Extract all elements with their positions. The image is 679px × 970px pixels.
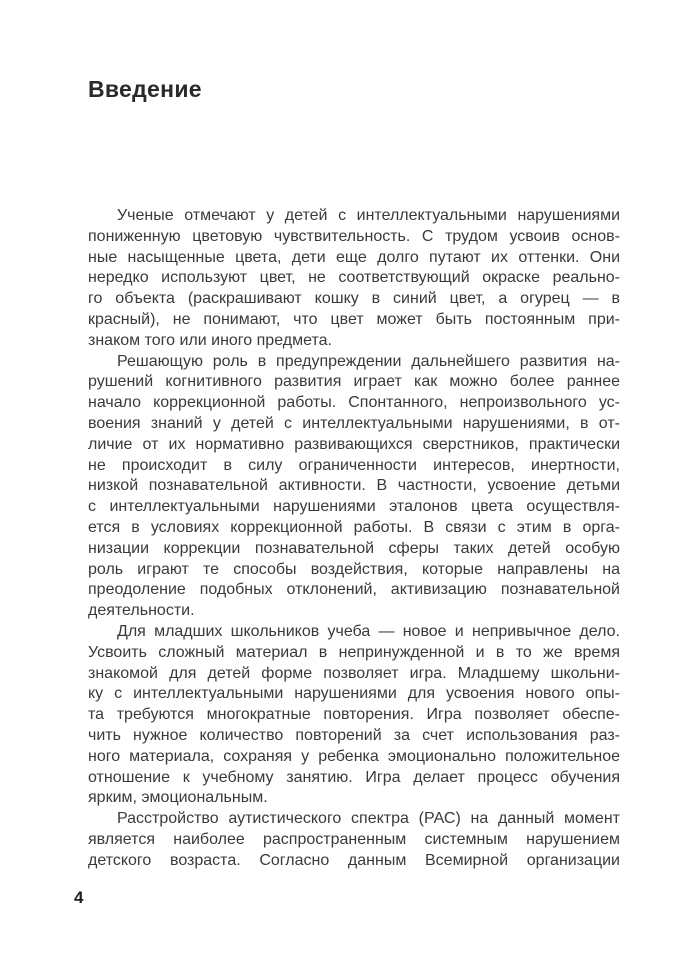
text-line: знаком того или иного предмета. (88, 331, 332, 349)
text-line: личие от их нормативно развивающихся сверстников, практически (88, 435, 620, 453)
text-line: ные насыщенные цвета, дети еще долго путают их оттенки. Они (88, 248, 620, 266)
text-line: Усвоить сложный материал в непринужденной и в то же время (88, 643, 620, 661)
text-line: пониженную цветовую чувствительность. С трудом усвоив основ- (88, 227, 620, 245)
paragraph (88, 622, 620, 809)
text-line: воения знаний у детей с интеллектуальными нарушениями, в от- (88, 414, 620, 432)
text-line: низкой познавательной активности. В частности, усвоение детьми (88, 477, 620, 495)
text-line: Для младших школьников учеба — новое и непривычное дело. (117, 622, 620, 640)
text-line: с интеллектуальными нарушениями эталонов цвета осуществля- (88, 498, 620, 516)
text-line: ного материала, сохраняя у ребенка эмоционально положительное (88, 747, 620, 765)
text-line: детского возраста. Согласно данным Всемирной организации (88, 851, 620, 869)
text-line: деятельности. (88, 602, 195, 620)
body-text (88, 206, 620, 872)
page-number: 4 (74, 888, 84, 907)
text-line: Ученые отмечают у детей с интеллектуальными нарушениями (117, 207, 620, 224)
text-line: ку с интеллектуальными нарушениями для усвоения нового опы- (88, 685, 620, 703)
text-line: является наиболее распространенным системным нарушением (88, 830, 620, 848)
text-line: та требуются многократные повторения. Игра позволяет обеспе- (88, 706, 620, 724)
text-line: преодоление подобных отклонений, активизацию познавательной (88, 581, 620, 599)
text-line: не происходит в силу ограниченности интересов, инертности, (88, 456, 620, 474)
text-line: отношение к учебному занятию. Игра делает процесс обучения (88, 768, 620, 786)
text-line: чить нужное количество повторений за счет использования раз- (88, 726, 620, 744)
paragraph (88, 206, 620, 352)
page-title: Введение (88, 76, 202, 102)
text-line: роль играют те способы воздействия, которые направлены на (88, 560, 620, 578)
text-line: го объекта (раскрашивают кошку в синий цвет, а огурец — в (88, 290, 620, 308)
text-line: нередко используют цвет, не соответствующий окраске реально- (88, 269, 620, 287)
text-line: ярким, эмоциональным. (88, 789, 268, 807)
text-line: Решающую роль в предупреждении дальнейшего развития на- (117, 352, 620, 370)
paragraph (88, 809, 620, 871)
text-line: низации коррекции познавательной сферы таких детей особую (88, 539, 620, 557)
text-line: красный), не понимают, что цвет может быть постоянным при- (88, 310, 620, 328)
text-line: рушений когнитивного развития играет как можно более раннее (88, 373, 620, 391)
text-line: знакомой для детей форме позволяет игра. Младшему школьни- (88, 664, 620, 682)
text-line: Расстройство аутистического спектра (РАС) на данный момент (117, 810, 620, 828)
text-line: начало коррекционной работы. Спонтанного, непроизвольного ус- (88, 394, 620, 412)
paragraph (88, 352, 620, 622)
text-line: ется в условиях коррекционной работы. В связи с этим в орга- (88, 518, 620, 536)
